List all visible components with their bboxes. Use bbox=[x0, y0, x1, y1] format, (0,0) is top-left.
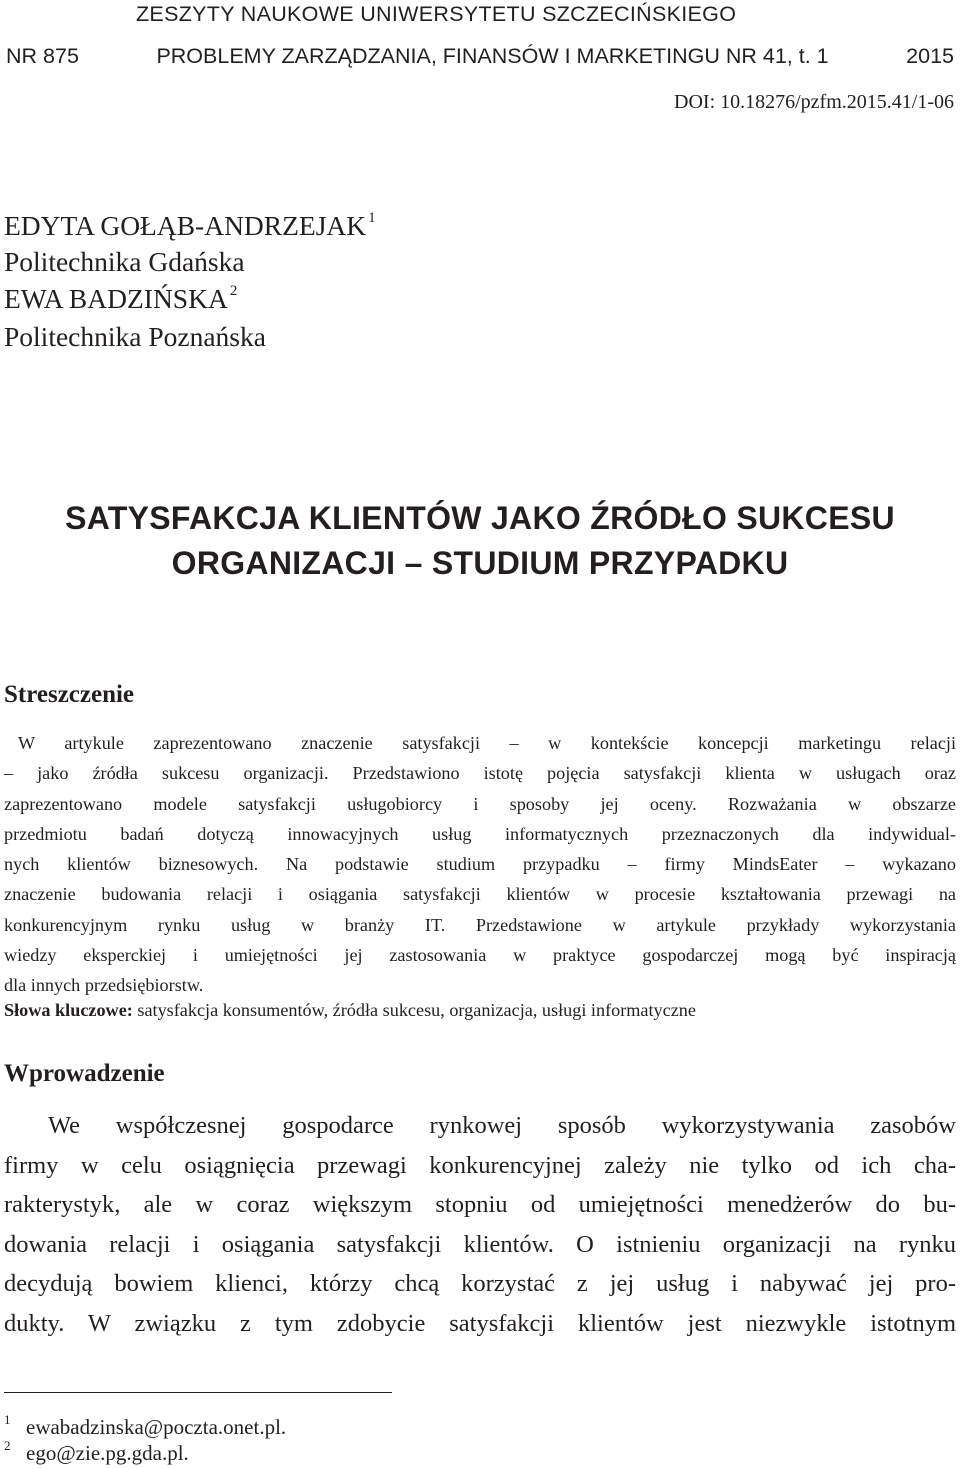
body-line: rakterystyk, ale w coraz większym stopniu od umiejętności menedżerów do bu- bbox=[4, 1191, 956, 1219]
abstract-line: nych klientów biznesowych. Na podstawie studium przypadku – firmy MindsEater – wykazano bbox=[4, 854, 956, 875]
footnote-marker: 2 bbox=[229, 283, 238, 299]
keywords-text: satysfakcja konsumentów, źródła sukcesu, organizacja, usługi informatyczne bbox=[137, 1000, 696, 1020]
footnote-rule bbox=[4, 1392, 392, 1393]
abstract-line: znaczenie budowania relacji i osiągania satysfakcji klientów w procesie kształtowania przewagi na bbox=[4, 884, 956, 905]
body-line: We współczesnej gospodarce rynkowej sposób wykorzystywania zasobów bbox=[48, 1112, 956, 1139]
journal-title: ZESZYTY NAUKOWE UNIWERSYTETU SZCZECIŃSKIEGO bbox=[136, 2, 737, 26]
intro-body bbox=[4, 1106, 956, 1344]
body-line: decydują bowiem klienci, którzy chcą korzystać z jej usług i nabywać jej pro- bbox=[4, 1270, 956, 1298]
abstract-line: W artykule zaprezentowano znaczenie satysfakcji – w kontekście koncepcji marketingu relacji bbox=[18, 733, 956, 753]
abstract-line: dla innych przedsiębiorstw. bbox=[4, 975, 204, 996]
footnote bbox=[4, 1438, 189, 1466]
author-affiliation: Politechnika Poznańska bbox=[4, 321, 266, 352]
abstract-line: zaprezentowano modele satysfakcji usługobiorcy i sposoby jej oceny. Rozważania w obszarze bbox=[4, 793, 956, 814]
series-title: PROBLEMY ZARZĄDZANIA, FINANSÓW I MARKETINGU NR 41, t. 1 bbox=[156, 44, 829, 68]
abstract-line: wiedzy eksperckiej i umiejętności jej zastosowania w praktyce gospodarczej mogą być inspiracją bbox=[4, 945, 956, 966]
title-line: SATYSFAKCJA KLIENTÓW JAKO ŹRÓDŁO SUKCESU bbox=[65, 500, 895, 536]
author-affiliation: Politechnika Gdańska bbox=[4, 246, 245, 277]
abstract-line: konkurencyjnym rynku usług w branży IT. Przedstawione w artykule przykłady wykorzystania bbox=[4, 914, 956, 935]
abstract-line: – jako źródła sukcesu organizacji. Przedstawiono istotę pojęcia satysfakcji klienta w usługach oraz bbox=[4, 763, 956, 784]
footnote bbox=[4, 1412, 287, 1440]
footnote-number: 2 bbox=[4, 1438, 11, 1453]
abstract-heading: Streszczenie bbox=[4, 681, 135, 708]
series-line bbox=[6, 44, 954, 69]
issue-number: NR 875 bbox=[6, 44, 79, 68]
issue-year: 2015 bbox=[906, 44, 954, 68]
abstract-body bbox=[4, 728, 956, 1001]
body-line: dukty. W związku z tym zdobycie satysfakcji klientów jest niezwykle istotnym bbox=[4, 1309, 956, 1337]
author-name: EWA BADZIŃSKA $^2$ bbox=[4, 283, 238, 314]
keywords-label: Słowa kluczowe: bbox=[4, 1000, 133, 1020]
section-heading: Wprowadzenie bbox=[4, 1060, 165, 1087]
keywords bbox=[4, 1000, 696, 1021]
footnote-email[interactable]: ewabadzinska@poczta.onet.pl. bbox=[26, 1415, 287, 1439]
body-line: dowania relacji i osiągania satysfakcji klientów. O istnieniu organizacji na rynku bbox=[4, 1230, 956, 1258]
author-name: EDYTA GOŁĄB-ANDRZEJAK $^1$ bbox=[4, 210, 376, 241]
footnote-number: 1 bbox=[4, 1412, 11, 1427]
footnote-email[interactable]: ego@zie.pg.gda.pl. bbox=[26, 1441, 189, 1465]
doi: DOI: 10.18276/pzfm.2015.41/1-06 bbox=[674, 91, 954, 113]
title-line: ORGANIZACJI – STUDIUM PRZYPADKU bbox=[171, 545, 789, 581]
abstract-line: przedmiotu badań dotyczą innowacyjnych usług informatycznych przeznaczonych dla indywidual- bbox=[4, 823, 956, 844]
article-title bbox=[0, 496, 960, 586]
body-line: firmy w celu osiągnięcia przewagi konkurencyjnej zależy nie tylko od ich cha- bbox=[4, 1151, 956, 1179]
footnote-marker: 1 bbox=[368, 210, 376, 226]
